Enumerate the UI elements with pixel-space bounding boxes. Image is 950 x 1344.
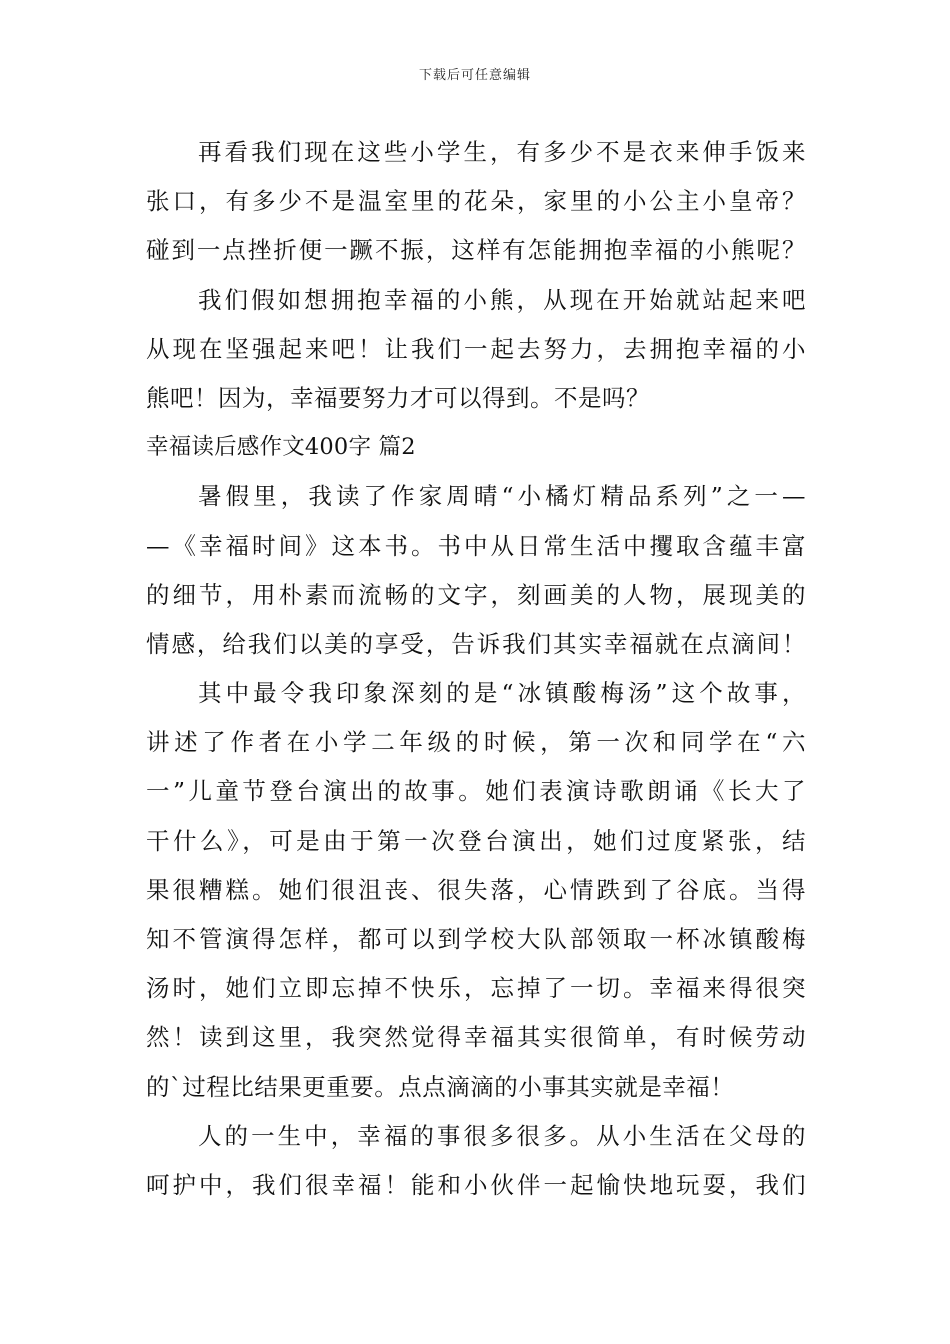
text-line: 再看我们现在这些小学生，有多少不是衣来伸手饭来 [198,138,806,166]
text-line: 然！读到这里，我突然觉得幸福其实很简单，有时候劳动 [146,1023,806,1052]
text-line: —《幸福时间》这本书。书中从日常生活中攫取含蕴丰富 [146,531,806,560]
page-header: 下载后可任意编辑 [418,68,531,83]
text-line: 的细节，用朴素而流畅的文字，刻画美的人物，展现美的 [146,580,806,609]
section-heading: 幸福读后感作文400字 篇2 [146,434,416,461]
text-line: 碰到一点挫折便一蹶不振，这样有怎能拥抱幸福的小熊呢？ [146,236,806,265]
text-line: 人的一生中，幸福的事很多很多。从小生活在父母的 [198,1121,806,1150]
text-line: 其中最令我印象深刻的是“冰镇酸梅汤”这个故事， [198,679,806,708]
text-line: 一”儿童节登台演出的故事。她们表演诗歌朗诵《长大了 [146,777,806,806]
text-line: 知不管演得怎样，都可以到学校大队部领取一杯冰镇酸梅 [146,925,806,953]
text-line: 熊吧！因为，幸福要努力才可以得到。不是吗？ [146,383,650,412]
text-line: 呵护中，我们很幸福！能和小伙伴一起愉快地玩耍，我们 [146,1170,806,1199]
text-line: 张口，有多少不是温室里的花朵，家里的小公主小皇帝？ [146,187,806,216]
text-line: 我们假如想拥抱幸福的小熊，从现在开始就站起来吧 [198,285,806,314]
text-line: 从现在坚强起来吧！让我们一起去努力，去拥抱幸福的小 [146,334,806,363]
text-line: 情感，给我们以美的享受，告诉我们其实幸福就在点滴间！ [146,629,806,658]
text-line: 讲述了作者在小学二年级的时候，第一次和同学在“六 [146,728,806,757]
text-line: 的`过程比结果更重要。点点滴滴的小事其实就是幸福！ [146,1072,735,1101]
text-line: 干什么》，可是由于第一次登台演出，她们过度紧张，结 [146,826,806,855]
text-line: 汤时，她们立即忘掉不快乐，忘掉了一切。幸福来得很突 [146,974,806,1003]
text-line: 暑假里，我读了作家周晴“小橘灯精品系列”之一— [198,482,806,511]
text-line: 果很糟糕。她们很沮丧、很失落，心情跌到了谷底。当得 [146,875,806,904]
document-body [146,128,806,1210]
